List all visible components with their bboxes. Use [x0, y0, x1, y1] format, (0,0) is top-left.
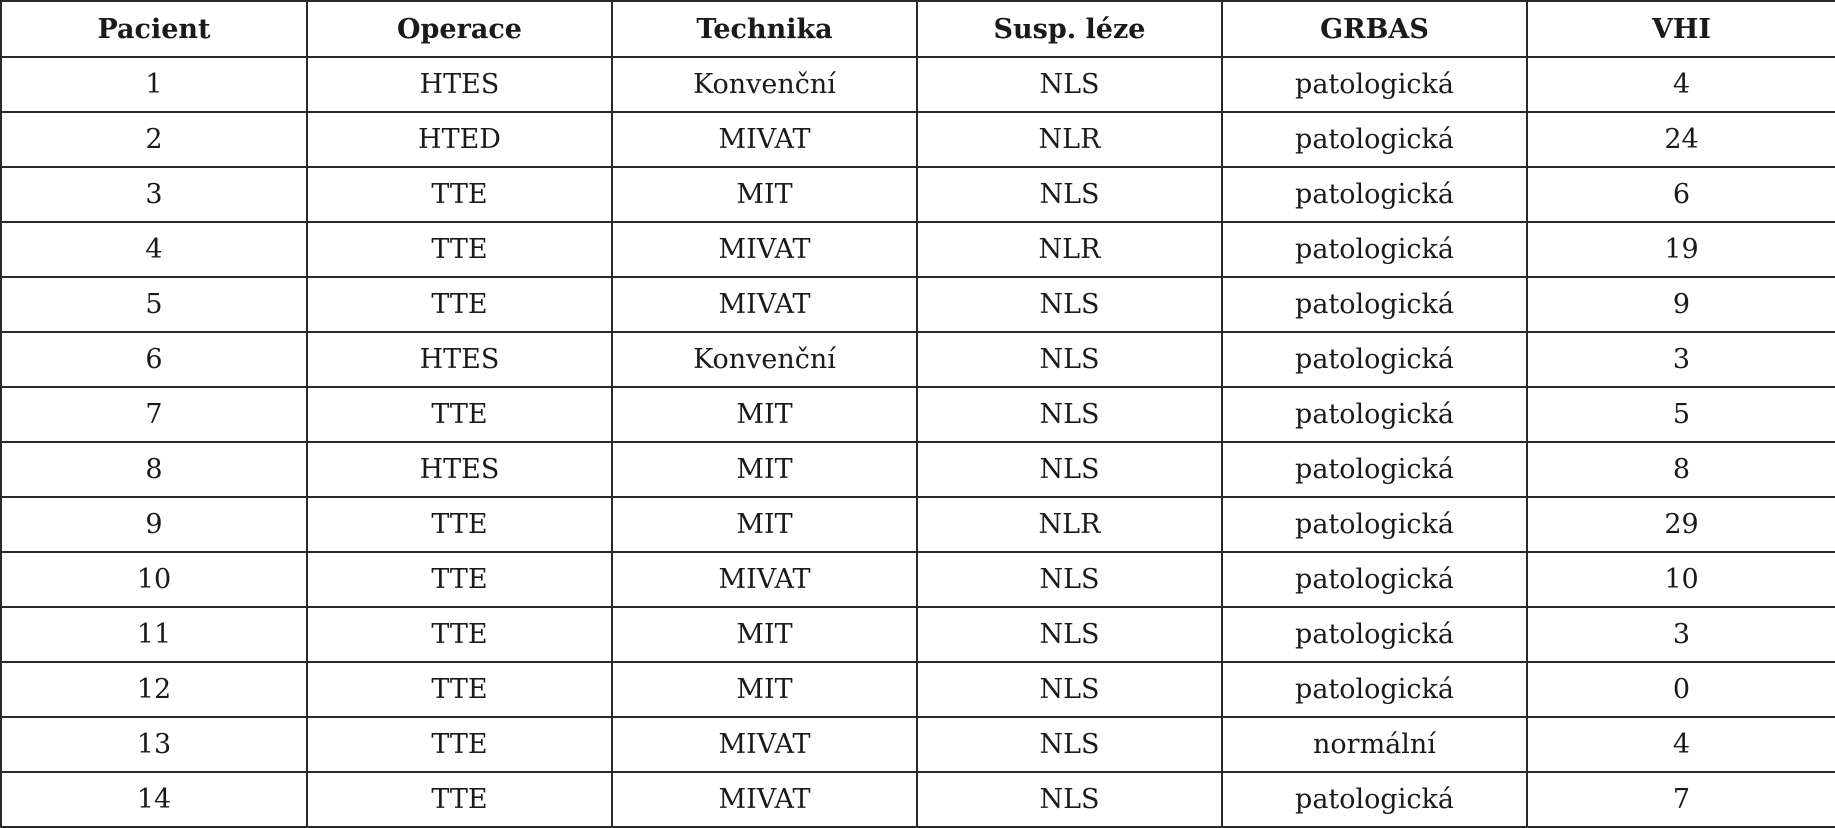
cell-operace: TTE	[307, 772, 612, 827]
header-operace: Operace	[307, 1, 612, 57]
cell-operace: HTES	[307, 57, 612, 112]
cell-technika: MIVAT	[612, 772, 917, 827]
cell-vhi: 3	[1527, 607, 1835, 662]
cell-pacient: 6	[1, 332, 307, 387]
header-technika: Technika	[612, 1, 917, 57]
table-row	[1, 607, 1835, 662]
cell-technika: MIT	[612, 167, 917, 222]
cell-technika: Konvenční	[612, 57, 917, 112]
cell-operace: TTE	[307, 222, 612, 277]
cell-pacient: 7	[1, 387, 307, 442]
cell-technika: MIVAT	[612, 552, 917, 607]
cell-operace: TTE	[307, 277, 612, 332]
cell-vhi: 19	[1527, 222, 1835, 277]
header-grbas: GRBAS	[1222, 1, 1527, 57]
cell-operace: TTE	[307, 607, 612, 662]
cell-vhi: 8	[1527, 442, 1835, 497]
header-susp-leze: Susp. léze	[917, 1, 1222, 57]
table-row	[1, 552, 1835, 607]
cell-grbas: patologická	[1222, 607, 1527, 662]
cell-technika: MIVAT	[612, 277, 917, 332]
table-row	[1, 277, 1835, 332]
cell-susp-leze: NLR	[917, 222, 1222, 277]
cell-susp-leze: NLS	[917, 332, 1222, 387]
header-vhi: VHI	[1527, 1, 1835, 57]
table-row	[1, 167, 1835, 222]
cell-technika: MIT	[612, 442, 917, 497]
cell-operace: TTE	[307, 552, 612, 607]
cell-susp-leze: NLS	[917, 662, 1222, 717]
cell-pacient: 3	[1, 167, 307, 222]
cell-pacient: 13	[1, 717, 307, 772]
table-row	[1, 442, 1835, 497]
cell-operace: TTE	[307, 167, 612, 222]
cell-technika: MIVAT	[612, 112, 917, 167]
cell-susp-leze: NLS	[917, 57, 1222, 112]
cell-grbas: patologická	[1222, 442, 1527, 497]
cell-operace: HTES	[307, 442, 612, 497]
cell-technika: MIT	[612, 662, 917, 717]
cell-vhi: 0	[1527, 662, 1835, 717]
cell-susp-leze: NLS	[917, 607, 1222, 662]
cell-vhi: 9	[1527, 277, 1835, 332]
cell-vhi: 24	[1527, 112, 1835, 167]
cell-susp-leze: NLS	[917, 442, 1222, 497]
cell-susp-leze: NLS	[917, 552, 1222, 607]
table-row	[1, 497, 1835, 552]
cell-grbas: patologická	[1222, 497, 1527, 552]
cell-susp-leze: NLS	[917, 387, 1222, 442]
cell-technika: MIT	[612, 497, 917, 552]
cell-pacient: 1	[1, 57, 307, 112]
cell-susp-leze: NLS	[917, 772, 1222, 827]
cell-vhi: 7	[1527, 772, 1835, 827]
header-row	[1, 1, 1835, 57]
cell-susp-leze: NLS	[917, 167, 1222, 222]
cell-vhi: 4	[1527, 717, 1835, 772]
cell-vhi: 10	[1527, 552, 1835, 607]
cell-grbas: patologická	[1222, 552, 1527, 607]
cell-susp-leze: NLR	[917, 497, 1222, 552]
cell-susp-leze: NLR	[917, 112, 1222, 167]
cell-technika: MIVAT	[612, 717, 917, 772]
cell-pacient: 14	[1, 772, 307, 827]
cell-operace: HTED	[307, 112, 612, 167]
cell-pacient: 8	[1, 442, 307, 497]
cell-grbas: patologická	[1222, 277, 1527, 332]
table-row	[1, 332, 1835, 387]
cell-pacient: 5	[1, 277, 307, 332]
cell-pacient: 9	[1, 497, 307, 552]
cell-grbas: patologická	[1222, 167, 1527, 222]
cell-grbas: patologická	[1222, 387, 1527, 442]
cell-vhi: 5	[1527, 387, 1835, 442]
cell-grbas: patologická	[1222, 112, 1527, 167]
cell-susp-leze: NLS	[917, 717, 1222, 772]
cell-susp-leze: NLS	[917, 277, 1222, 332]
cell-grbas: patologická	[1222, 662, 1527, 717]
table-row	[1, 222, 1835, 277]
table-row	[1, 717, 1835, 772]
cell-pacient: 12	[1, 662, 307, 717]
cell-vhi: 4	[1527, 57, 1835, 112]
table-row	[1, 57, 1835, 112]
header-pacient: Pacient	[1, 1, 307, 57]
cell-grbas: patologická	[1222, 772, 1527, 827]
table-row	[1, 662, 1835, 717]
table-row	[1, 387, 1835, 442]
cell-vhi: 29	[1527, 497, 1835, 552]
cell-grbas: patologická	[1222, 222, 1527, 277]
cell-operace: TTE	[307, 387, 612, 442]
cell-operace: HTES	[307, 332, 612, 387]
cell-technika: MIVAT	[612, 222, 917, 277]
table-body	[1, 57, 1835, 827]
cell-grbas: patologická	[1222, 332, 1527, 387]
table-row	[1, 112, 1835, 167]
cell-grbas: patologická	[1222, 57, 1527, 112]
cell-pacient: 4	[1, 222, 307, 277]
cell-operace: TTE	[307, 717, 612, 772]
cell-vhi: 3	[1527, 332, 1835, 387]
cell-technika: MIT	[612, 607, 917, 662]
cell-vhi: 6	[1527, 167, 1835, 222]
cell-pacient: 10	[1, 552, 307, 607]
cell-grbas: normální	[1222, 717, 1527, 772]
table-header	[1, 1, 1835, 57]
cell-technika: MIT	[612, 387, 917, 442]
cell-pacient: 11	[1, 607, 307, 662]
cell-technika: Konvenční	[612, 332, 917, 387]
cell-operace: TTE	[307, 497, 612, 552]
cell-operace: TTE	[307, 662, 612, 717]
cell-pacient: 2	[1, 112, 307, 167]
